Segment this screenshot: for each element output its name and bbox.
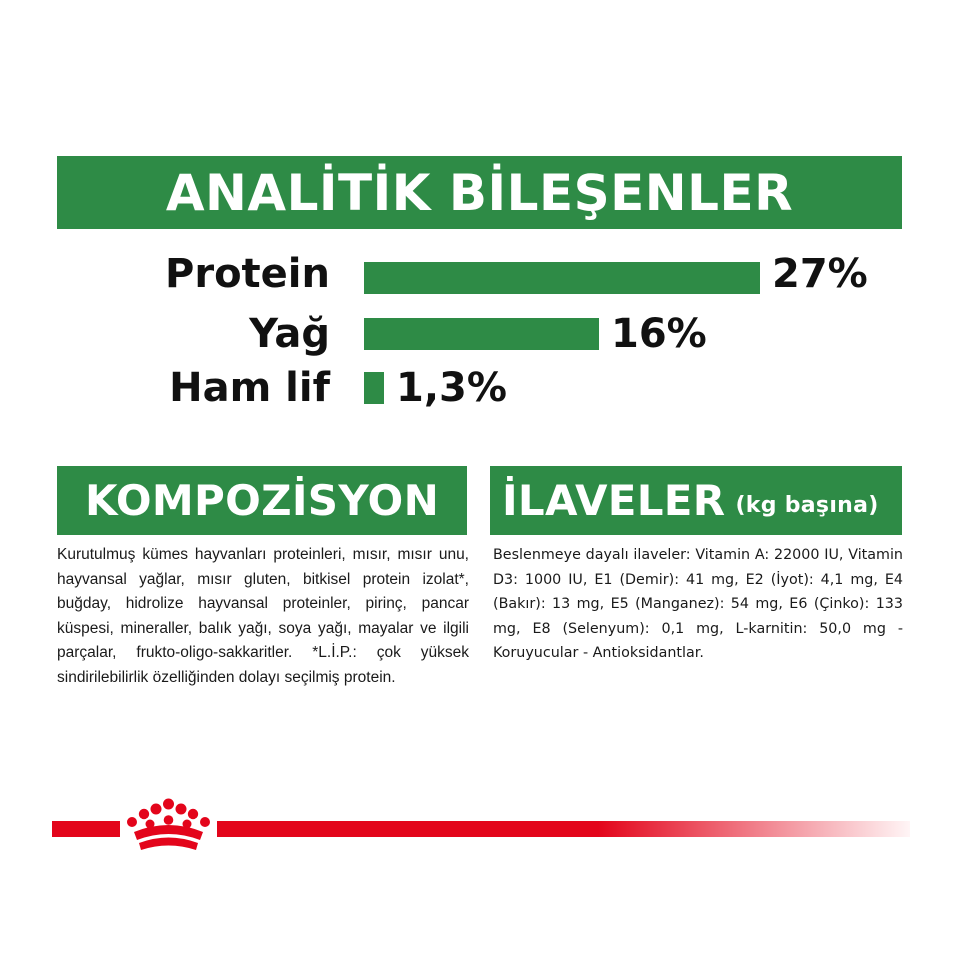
- nutrient-bar-protein: [364, 262, 760, 294]
- additives-title: İLAVELER: [502, 476, 726, 525]
- nutrient-bar-fat: [364, 318, 599, 350]
- composition-text: Kurutulmuş kümes hayvanları proteinleri, mısır, mısır unu, hayvansal yağlar, mısır gluten, bitkisel protein izolat*, buğday, hidrolize hayvansal proteinler, pirinç, pancar küspesi, mineraller, balık yağı, soya yağı, mayalar ve ilgili parçalar, frukto-oligo-sakkaritler. *L.İ.P.: çok yüksek sindirilebilirlik özelliğinden dolayı seçilmiş protein.: [57, 546, 469, 686]
- additives-text: Beslenmeye dayalı ilaveler: Vitamin A: 22000 IU, Vitamin D3: 1000 IU, E1 (Demir): 41 mg, E2 (İyot): 4,1 mg, E4 (Bakır): 13 mg, E5 (Manganez): 54 mg, E6 (Çinko): 133 mg, E8 (Selenyum): 0,1 mg, L-karnitin: 50,0 mg - Koruyucular - Antioksidantlar.: [493, 547, 903, 662]
- additives-title-banner: [490, 466, 902, 535]
- crown-icon: [120, 798, 217, 856]
- nutrient-label-protein: Protein: [165, 251, 330, 297]
- nutrient-value-protein: 27%: [772, 251, 868, 297]
- nutrient-label-fiber: Ham lif: [169, 365, 330, 411]
- additives-title-suffix: (kg başına): [735, 493, 879, 518]
- brand-line-left: [52, 821, 120, 837]
- nutrient-value-fiber: 1,3%: [396, 365, 507, 411]
- composition-title-banner: [57, 466, 467, 535]
- brand-line-right: [217, 821, 910, 837]
- analytic-title-banner: [57, 156, 902, 229]
- analytic-title: ANALİTİK BİLEŞENLER: [165, 163, 794, 222]
- nutrient-value-fat: 16%: [611, 311, 707, 357]
- nutrient-bar-fiber: [364, 372, 384, 404]
- composition-title: KOMPOZİSYON: [84, 476, 440, 525]
- nutrient-label-fat: Yağ: [249, 311, 330, 357]
